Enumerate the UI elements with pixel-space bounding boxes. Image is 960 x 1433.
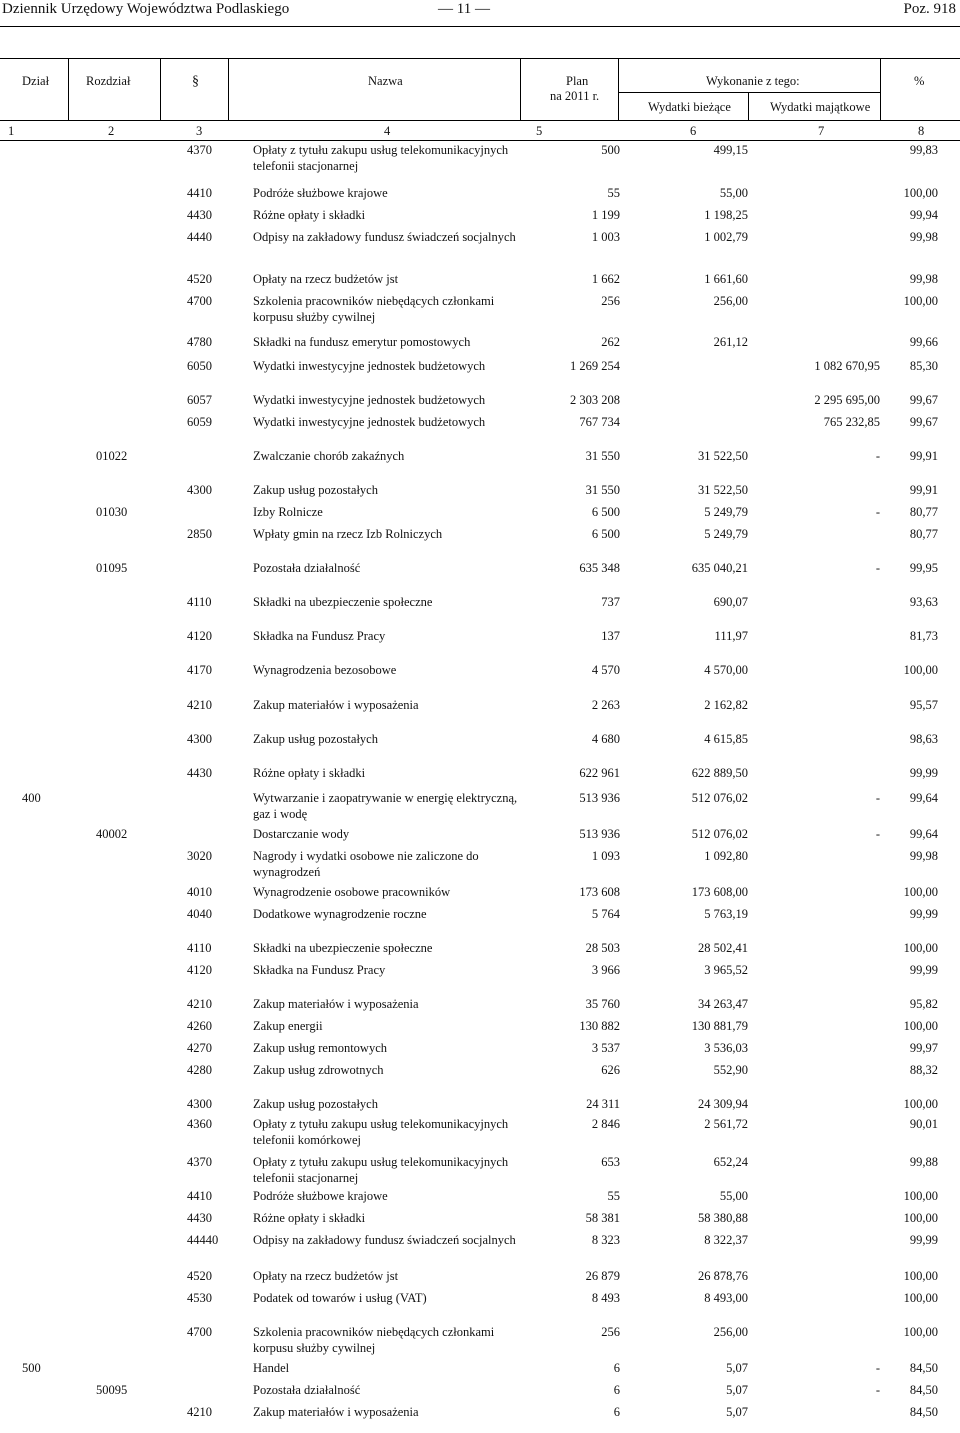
nazwa-cell: Szkolenia pracowników niebędących członkami korpusu służby cywilnej (253, 294, 495, 324)
paragraf-cell: 4700 (187, 1325, 212, 1339)
percent-cell: 100,00 (903, 186, 938, 200)
nazwa-cell: Nagrody i wydatki osobowe nie zaliczone do wynagrodzeń (253, 849, 479, 879)
plan-cell: 2 303 208 (570, 393, 620, 407)
percent-cell: 80,77 (909, 505, 938, 519)
col-divider (228, 58, 229, 120)
paragraf-cell: 4260 (187, 1019, 212, 1033)
page-header (0, 0, 960, 20)
paragraf-cell: 4410 (187, 186, 212, 200)
nazwa-cell: Podatek od towarów i usług (VAT) (253, 1291, 427, 1305)
percent-cell: 100,00 (903, 941, 938, 955)
nazwa-cell: Podróże służbowe krajowe (253, 1189, 388, 1203)
col-plan-header-line2: na 2011 r. (550, 89, 600, 103)
plan-cell: 737 (601, 595, 620, 609)
nazwa-cell: Różne opłaty i składki (253, 766, 366, 780)
percent-cell: 100,00 (903, 1211, 938, 1225)
percent-cell: 95,57 (909, 698, 938, 712)
biezace-cell: 635 040,21 (691, 561, 748, 575)
biezace-cell: 5 249,79 (704, 527, 748, 541)
percent-cell: 100,00 (903, 1189, 938, 1203)
biezace-cell: 261,12 (713, 335, 748, 349)
plan-cell: 1 269 254 (570, 359, 620, 373)
plan-cell: 4 680 (591, 732, 620, 746)
nazwa-cell: Zakup usług zdrowotnych (253, 1063, 384, 1077)
nazwa-cell: Opłaty na rzecz budżetów jst (253, 1269, 399, 1283)
plan-cell: 1 093 (591, 849, 620, 863)
paragraf-cell: 4780 (187, 335, 212, 349)
dzial-cell: 400 (22, 791, 41, 805)
plan-cell: 2 846 (591, 1117, 620, 1131)
percent-cell: 99,99 (909, 963, 938, 977)
percent-cell: 93,63 (909, 595, 938, 609)
biezace-cell: 31 522,50 (698, 449, 748, 463)
biezace-cell: 34 263,47 (698, 997, 748, 1011)
paragraf-cell: 4280 (187, 1063, 212, 1077)
percent-cell: 88,32 (909, 1063, 938, 1077)
nazwa-cell: Opłaty z tytułu zakupu usług telekomunikacyjnych telefonii stacjonarnej (253, 1155, 509, 1185)
biezace-cell: 512 076,02 (691, 827, 748, 841)
majatkowe-cell: - (875, 505, 880, 519)
paragraf-cell: 4040 (187, 907, 212, 921)
dzial-cell: 500 (22, 1361, 41, 1375)
percent-cell: 100,00 (903, 1019, 938, 1033)
paragraf-cell: 4520 (187, 272, 212, 286)
nazwa-cell: Zakup energii (253, 1019, 323, 1033)
plan-cell: 767 734 (579, 415, 620, 429)
nazwa-cell: Zakup usług pozostałych (253, 1097, 378, 1111)
biezace-cell: 5,07 (726, 1383, 748, 1397)
biezace-cell: 4 570,00 (704, 663, 748, 677)
paragraf-cell: 44440 (187, 1233, 219, 1247)
percent-cell: 100,00 (903, 1325, 938, 1339)
nazwa-cell: Odpisy na zakładowy fundusz świadczeń socjalnych (253, 230, 516, 244)
paragraf-cell: 6057 (187, 393, 212, 407)
col-rozdzial-header: Rozdział (86, 74, 131, 88)
biezace-cell: 5,07 (726, 1405, 748, 1419)
percent-cell: 100,00 (903, 1291, 938, 1305)
plan-cell: 622 961 (579, 766, 620, 780)
col-number: 3 (196, 124, 203, 138)
paragraf-cell: 6059 (187, 415, 212, 429)
col-divider (618, 58, 619, 120)
paragraf-cell: 4430 (187, 208, 212, 222)
biezace-cell: 24 309,94 (698, 1097, 748, 1111)
nazwa-cell: Składki na ubezpieczenie społeczne (253, 941, 433, 955)
paragraf-cell: 4110 (187, 595, 212, 609)
paragraf-cell: 4300 (187, 1097, 212, 1111)
plan-cell: 5 764 (591, 907, 620, 921)
majatkowe-cell: - (875, 1361, 880, 1375)
paragraf-cell: 4440 (187, 230, 212, 244)
paragraf-cell: 4370 (187, 143, 212, 157)
percent-cell: 99,64 (909, 791, 938, 805)
nazwa-cell: Wynagrodzenia bezosobowe (253, 663, 397, 677)
header-top-border (0, 58, 960, 59)
plan-cell: 6 (613, 1361, 620, 1375)
percent-cell: 99,99 (909, 766, 938, 780)
biezace-cell: 130 881,79 (691, 1019, 748, 1033)
col-number: 5 (536, 124, 543, 138)
paragraf-cell: 4430 (187, 1211, 212, 1225)
plan-cell: 6 500 (591, 527, 620, 541)
biezace-cell: 5,07 (726, 1361, 748, 1375)
nazwa-cell: Zakup usług pozostałych (253, 483, 378, 497)
plan-cell: 626 (601, 1063, 620, 1077)
biezace-cell: 2 162,82 (704, 698, 748, 712)
plan-cell: 6 (613, 1405, 620, 1419)
paragraf-cell: 4120 (187, 963, 212, 977)
nazwa-cell: Różne opłaty i składki (253, 208, 366, 222)
nazwa-cell: Pozostała działalność (253, 561, 361, 575)
nazwa-cell: Składka na Fundusz Pracy (253, 963, 386, 977)
biezace-cell: 3 965,52 (704, 963, 748, 977)
plan-cell: 28 503 (585, 941, 620, 955)
paragraf-cell: 4520 (187, 1269, 212, 1283)
percent-cell: 84,50 (909, 1405, 938, 1419)
plan-cell: 24 311 (586, 1097, 620, 1111)
paragraf-cell: 6050 (187, 359, 212, 373)
col-number: 6 (690, 124, 697, 138)
plan-cell: 137 (601, 629, 620, 643)
plan-cell: 1 199 (591, 208, 620, 222)
wykonanie-split-border (618, 92, 880, 93)
majatkowe-cell: - (875, 449, 880, 463)
percent-cell: 99,94 (909, 208, 938, 222)
rozdzial-cell: 40002 (96, 827, 128, 841)
biezace-cell: 111,97 (714, 629, 748, 643)
plan-cell: 256 (601, 1325, 620, 1339)
nazwa-cell: Zwalczanie chorób zakaźnych (253, 449, 405, 463)
biezace-cell: 690,07 (713, 595, 748, 609)
col-divider (520, 58, 521, 120)
nazwa-cell: Szkolenia pracowników niebędących członkami korpusu służby cywilnej (253, 1325, 495, 1355)
nazwa-cell: Zakup materiałów i wyposażenia (253, 997, 419, 1011)
nazwa-cell: Zakup materiałów i wyposażenia (253, 1405, 419, 1419)
nazwa-cell: Izby Rolnicze (253, 505, 323, 519)
plan-cell: 6 (613, 1383, 620, 1397)
col-number: 1 (8, 124, 15, 138)
percent-cell: 100,00 (903, 885, 938, 899)
percent-cell: 99,91 (909, 449, 938, 463)
paragraf-cell: 4110 (187, 941, 212, 955)
plan-cell: 500 (601, 143, 620, 157)
col-nazwa-header: Nazwa (368, 74, 403, 88)
biezace-cell: 26 878,76 (698, 1269, 748, 1283)
percent-cell: 100,00 (903, 663, 938, 677)
percent-cell: 84,50 (909, 1383, 938, 1397)
nazwa-cell: Dostarczanie wody (253, 827, 350, 841)
rozdzial-cell: 01030 (96, 505, 128, 519)
biezace-cell: 55,00 (719, 186, 748, 200)
plan-cell: 256 (601, 294, 620, 308)
percent-cell: 99,97 (909, 1041, 938, 1055)
plan-cell: 4 570 (591, 663, 620, 677)
majatkowe-cell: - (875, 1383, 880, 1397)
page-number: — 11 — (438, 1, 490, 17)
plan-cell: 31 550 (585, 449, 620, 463)
plan-cell: 6 500 (591, 505, 620, 519)
biezace-cell: 28 502,41 (698, 941, 748, 955)
col-percent-header: % (914, 74, 925, 88)
biezace-cell: 256,00 (713, 1325, 748, 1339)
majatkowe-cell: - (875, 561, 880, 575)
paragraf-cell: 4210 (187, 997, 212, 1011)
nazwa-cell: Zakup materiałów i wyposażenia (253, 698, 419, 712)
paragraf-cell: 4700 (187, 294, 212, 308)
percent-cell: 98,63 (909, 732, 938, 746)
nazwa-cell: Opłaty na rzecz budżetów jst (253, 272, 399, 286)
plan-cell: 513 936 (579, 791, 620, 805)
biezace-cell: 652,24 (713, 1155, 748, 1169)
percent-cell: 99,67 (909, 393, 938, 407)
percent-cell: 99,95 (909, 561, 938, 575)
plan-cell: 262 (601, 335, 620, 349)
percent-cell: 95,82 (909, 997, 938, 1011)
percent-cell: 90,01 (909, 1117, 938, 1131)
percent-cell: 99,67 (909, 415, 938, 429)
header-bottom-border (0, 120, 960, 121)
nazwa-cell: Opłaty z tytułu zakupu usług telekomunikacyjnych telefonii stacjonarnej (253, 143, 509, 173)
journal-title: Dziennik Urzędowy Województwa Podlaskiego (2, 1, 290, 17)
majatkowe-cell: - (875, 827, 880, 841)
header-rule (0, 26, 960, 27)
plan-cell: 55 (607, 186, 620, 200)
numbers-bottom-border (0, 140, 960, 141)
paragraf-cell: 4210 (187, 1405, 212, 1419)
nazwa-cell: Opłaty z tytułu zakupu usług telekomunikacyjnych telefonii komórkowej (253, 1117, 509, 1147)
paragraf-cell: 4360 (187, 1117, 212, 1131)
nazwa-cell: Składka na Fundusz Pracy (253, 629, 386, 643)
nazwa-cell: Wydatki inwestycyjne jednostek budżetowych (253, 393, 486, 407)
plan-cell: 1 003 (591, 230, 620, 244)
plan-cell: 130 882 (579, 1019, 620, 1033)
paragraf-cell: 4010 (187, 885, 212, 899)
plan-cell: 58 381 (585, 1211, 620, 1225)
plan-cell: 31 550 (585, 483, 620, 497)
percent-cell: 81,73 (909, 629, 938, 643)
col-divider (160, 58, 161, 120)
paragraf-cell: 4430 (187, 766, 212, 780)
paragraf-cell: 4120 (187, 629, 212, 643)
paragraf-cell: 3020 (187, 849, 212, 863)
biezace-cell: 4 615,85 (704, 732, 748, 746)
nazwa-cell: Wynagrodzenie osobowe pracowników (253, 885, 451, 899)
position-number: Poz. 918 (903, 1, 956, 17)
paragraf-cell: 4170 (187, 663, 212, 677)
percent-cell: 99,64 (909, 827, 938, 841)
col-number: 8 (918, 124, 925, 138)
plan-cell: 3 966 (591, 963, 620, 977)
paragraf-cell: 4270 (187, 1041, 212, 1055)
col-dzial-header: Dział (22, 74, 50, 88)
biezace-cell: 1 198,25 (704, 208, 748, 222)
biezace-cell: 1 661,60 (704, 272, 748, 286)
plan-cell: 653 (601, 1155, 620, 1169)
biezace-cell: 31 522,50 (698, 483, 748, 497)
plan-cell: 8 493 (591, 1291, 620, 1305)
percent-cell: 99,99 (909, 907, 938, 921)
nazwa-cell: Zakup usług pozostałych (253, 732, 378, 746)
majatkowe-cell: 2 295 695,00 (814, 393, 880, 407)
biezace-cell: 55,00 (719, 1189, 748, 1203)
majatkowe-cell: 1 082 670,95 (814, 359, 880, 373)
majatkowe-cell: 765 232,85 (823, 415, 880, 429)
col-divider (880, 58, 881, 120)
biezace-cell: 512 076,02 (691, 791, 748, 805)
col-paragraf-header: § (192, 74, 199, 89)
paragraf-cell: 4210 (187, 698, 212, 712)
nazwa-cell: Handel (253, 1361, 290, 1375)
percent-cell: 99,83 (909, 143, 938, 157)
percent-cell: 99,98 (909, 230, 938, 244)
col-divider (748, 92, 749, 120)
col-number: 4 (384, 124, 391, 138)
biezace-cell: 622 889,50 (691, 766, 748, 780)
table-header (0, 58, 960, 140)
paragraf-cell: 4300 (187, 483, 212, 497)
majatkowe-cell: - (875, 791, 880, 805)
paragraf-cell: 4300 (187, 732, 212, 746)
biezace-cell: 5 249,79 (704, 505, 748, 519)
plan-cell: 3 537 (591, 1041, 620, 1055)
col-majatkowe-header: Wydatki majątkowe (770, 100, 871, 114)
percent-cell: 99,98 (909, 272, 938, 286)
nazwa-cell: Wydatki inwestycyjne jednostek budżetowych (253, 415, 486, 429)
plan-cell: 2 263 (591, 698, 620, 712)
nazwa-cell: Odpisy na zakładowy fundusz świadczeń socjalnych (253, 1233, 516, 1247)
col-number: 7 (818, 124, 825, 138)
percent-cell: 99,91 (909, 483, 938, 497)
nazwa-cell: Wydatki inwestycyjne jednostek budżetowych (253, 359, 486, 373)
nazwa-cell: Dodatkowe wynagrodzenie roczne (253, 907, 427, 921)
rozdzial-cell: 50095 (96, 1383, 128, 1397)
percent-cell: 84,50 (909, 1361, 938, 1375)
plan-cell: 55 (607, 1189, 620, 1203)
biezace-cell: 1 002,79 (704, 230, 748, 244)
col-biezace-header: Wydatki bieżące (648, 100, 731, 114)
biezace-cell: 1 092,80 (704, 849, 748, 863)
nazwa-cell: Wytwarzanie i zaopatrywanie w energię elektryczną, gaz i wodę (253, 791, 518, 821)
biezace-cell: 58 380,88 (698, 1211, 748, 1225)
col-plan-header-line1: Plan (566, 74, 589, 88)
col-number: 2 (108, 124, 115, 138)
plan-cell: 1 662 (591, 272, 620, 286)
rozdzial-cell: 01022 (96, 449, 128, 463)
nazwa-cell: Wpłaty gmin na rzecz Izb Rolniczych (253, 527, 443, 541)
percent-cell: 99,66 (909, 335, 938, 349)
nazwa-cell: Składki na ubezpieczenie społeczne (253, 595, 433, 609)
biezace-cell: 3 536,03 (704, 1041, 748, 1055)
plan-cell: 173 608 (579, 885, 620, 899)
paragraf-cell: 4370 (187, 1155, 212, 1169)
percent-cell: 99,98 (909, 849, 938, 863)
plan-cell: 8 323 (591, 1233, 620, 1247)
rozdzial-cell: 01095 (96, 561, 128, 575)
percent-cell: 99,99 (909, 1233, 938, 1247)
biezace-cell: 499,15 (713, 143, 748, 157)
percent-cell: 100,00 (903, 1097, 938, 1111)
nazwa-cell: Pozostała działalność (253, 1383, 361, 1397)
percent-cell: 80,77 (909, 527, 938, 541)
biezace-cell: 552,90 (713, 1063, 748, 1077)
biezace-cell: 2 561,72 (704, 1117, 748, 1131)
percent-cell: 100,00 (903, 294, 938, 308)
nazwa-cell: Różne opłaty i składki (253, 1211, 366, 1225)
nazwa-cell: Składki na fundusz emerytur pomostowych (253, 335, 471, 349)
percent-cell: 99,88 (909, 1155, 938, 1169)
paragraf-cell: 2850 (187, 527, 212, 541)
nazwa-cell: Podróże służbowe krajowe (253, 186, 388, 200)
biezace-cell: 256,00 (713, 294, 748, 308)
biezace-cell: 8 322,37 (704, 1233, 748, 1247)
paragraf-cell: 4410 (187, 1189, 212, 1203)
plan-cell: 35 760 (585, 997, 620, 1011)
plan-cell: 635 348 (579, 561, 620, 575)
paragraf-cell: 4530 (187, 1291, 212, 1305)
nazwa-cell: Zakup usług remontowych (253, 1041, 388, 1055)
col-wykonanie-header: Wykonanie z tego: (706, 74, 800, 88)
biezace-cell: 5 763,19 (704, 907, 748, 921)
percent-cell: 85,30 (909, 359, 938, 373)
plan-cell: 26 879 (585, 1269, 620, 1283)
plan-cell: 513 936 (579, 827, 620, 841)
percent-cell: 100,00 (903, 1269, 938, 1283)
col-divider (68, 58, 69, 120)
biezace-cell: 173 608,00 (691, 885, 748, 899)
biezace-cell: 8 493,00 (704, 1291, 748, 1305)
